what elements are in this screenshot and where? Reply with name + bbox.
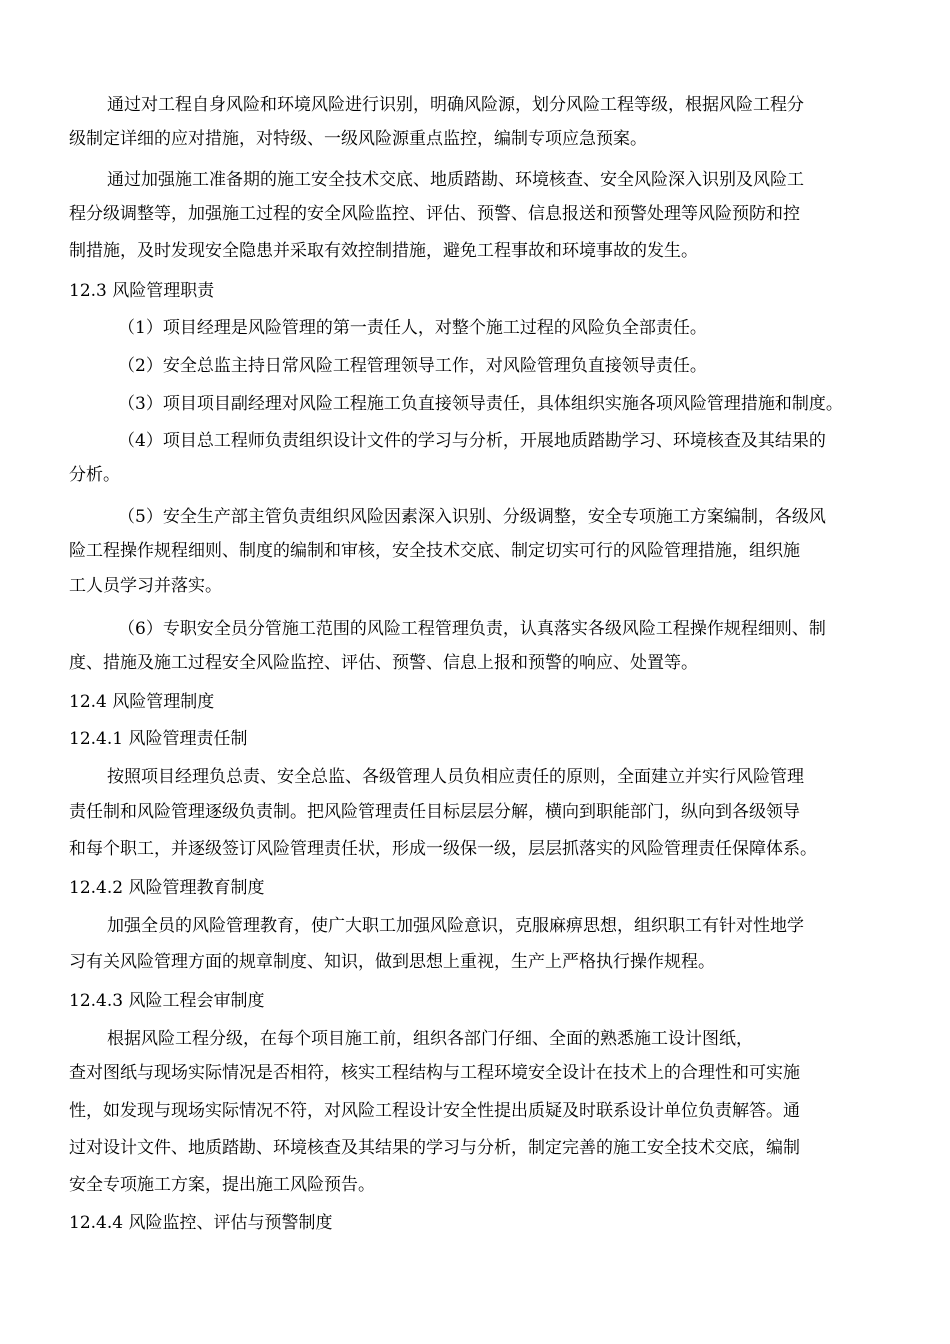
- paragraph-risk-identification-line-1: 通过对工程自身风险和环境风险进行识别，明确风险源，划分风险工程等级，根据风险工程分: [107, 95, 804, 115]
- list-item-6-line-1: （6）专职安全员分管施工范围的风险工程管理负责，认真落实各级风险工程操作规程细则、制: [118, 619, 826, 639]
- section-heading-12-4-1: 12.4.1 风险管理责任制: [69, 729, 248, 749]
- paragraph-responsibility-line-1: 按照项目经理负总责、安全总监、各级管理人员负相应责任的原则，全面建立并实行风险管理: [107, 767, 804, 787]
- section-heading-12-4: 12.4 风险管理制度: [69, 692, 215, 712]
- list-item-1: （1）项目经理是风险管理的第一责任人，对整个施工过程的风险负全部责任。: [118, 318, 707, 338]
- paragraph-preparation-line-2: 程分级调整等，加强施工过程的安全风险监控、评估、预警、信息报送和预警处理等风险预防和控: [69, 204, 800, 224]
- section-heading-12-4-2: 12.4.2 风险管理教育制度: [69, 878, 265, 898]
- paragraph-review-line-1: 根据风险工程分级，在每个项目施工前，组织各部门仔细、全面的熟悉施工设计图纸，: [107, 1029, 753, 1049]
- paragraph-review-line-2: 查对图纸与现场实际情况是否相符，核实工程结构与工程环境安全设计在技术上的合理性和可实施: [69, 1063, 800, 1083]
- list-item-4-line-1: （4）项目总工程师负责组织设计文件的学习与分析，开展地质踏勘学习、环境核查及其结果的: [118, 431, 826, 451]
- section-heading-12-3: 12.3 风险管理职责: [69, 281, 215, 301]
- list-item-2: （2）安全总监主持日常风险工程管理领导工作，对风险管理负直接领导责任。: [118, 356, 707, 376]
- list-item-3: （3）项目项目副经理对风险工程施工负直接领导责任，具体组织实施各项风险管理措施和制度。: [118, 394, 843, 414]
- paragraph-preparation-line-3: 制措施，及时发现安全隐患并采取有效控制措施，避免工程事故和环境事故的发生。: [69, 241, 698, 261]
- paragraph-education-line-1: 加强全员的风险管理教育，使广大职工加强风险意识，克服麻痹思想，组织职工有针对性地学: [107, 916, 804, 936]
- list-item-4-line-2: 分析。: [69, 465, 120, 485]
- list-item-5-line-1: （5）安全生产部主管负责组织风险因素深入识别、分级调整，安全专项施工方案编制，各级风: [118, 507, 826, 527]
- list-item-5-line-3: 工人员学习并落实。: [69, 576, 222, 596]
- paragraph-preparation-line-1: 通过加强施工准备期的施工安全技术交底、地质踏勘、环境核查、安全风险深入识别及风险工: [107, 170, 804, 190]
- paragraph-review-line-3: 性，如发现与现场实际情况不符，对风险工程设计安全性提出质疑及时联系设计单位负责解答。通: [69, 1101, 800, 1121]
- list-item-6-line-2: 度、措施及施工过程安全风险监控、评估、预警、信息上报和预警的响应、处置等。: [69, 653, 698, 673]
- paragraph-risk-identification-line-2: 级制定详细的应对措施，对特级、一级风险源重点监控，编制专项应急预案。: [69, 129, 647, 149]
- paragraph-education-line-2: 习有关风险管理方面的规章制度、知识，做到思想上重视，生产上严格执行操作规程。: [69, 952, 715, 972]
- section-heading-12-4-3: 12.4.3 风险工程会审制度: [69, 991, 265, 1011]
- paragraph-review-line-5: 安全专项施工方案，提出施工风险预告。: [69, 1175, 375, 1195]
- list-item-5-line-2: 险工程操作规程细则、制度的编制和审核，安全技术交底、制定切实可行的风险管理措施，组织施: [69, 541, 800, 561]
- section-heading-12-4-4: 12.4.4 风险监控、评估与预警制度: [69, 1213, 333, 1233]
- paragraph-review-line-4: 过对设计文件、地质踏勘、环境核查及其结果的学习与分析，制定完善的施工安全技术交底，编制: [69, 1138, 800, 1158]
- paragraph-responsibility-line-2: 责任制和风险管理逐级负责制。把风险管理责任目标层层分解，横向到职能部门，纵向到各级领导: [69, 802, 800, 822]
- paragraph-responsibility-line-3: 和每个职工，并逐级签订风险管理责任状，形成一级保一级，层层抓落实的风险管理责任保障体系。: [69, 839, 817, 859]
